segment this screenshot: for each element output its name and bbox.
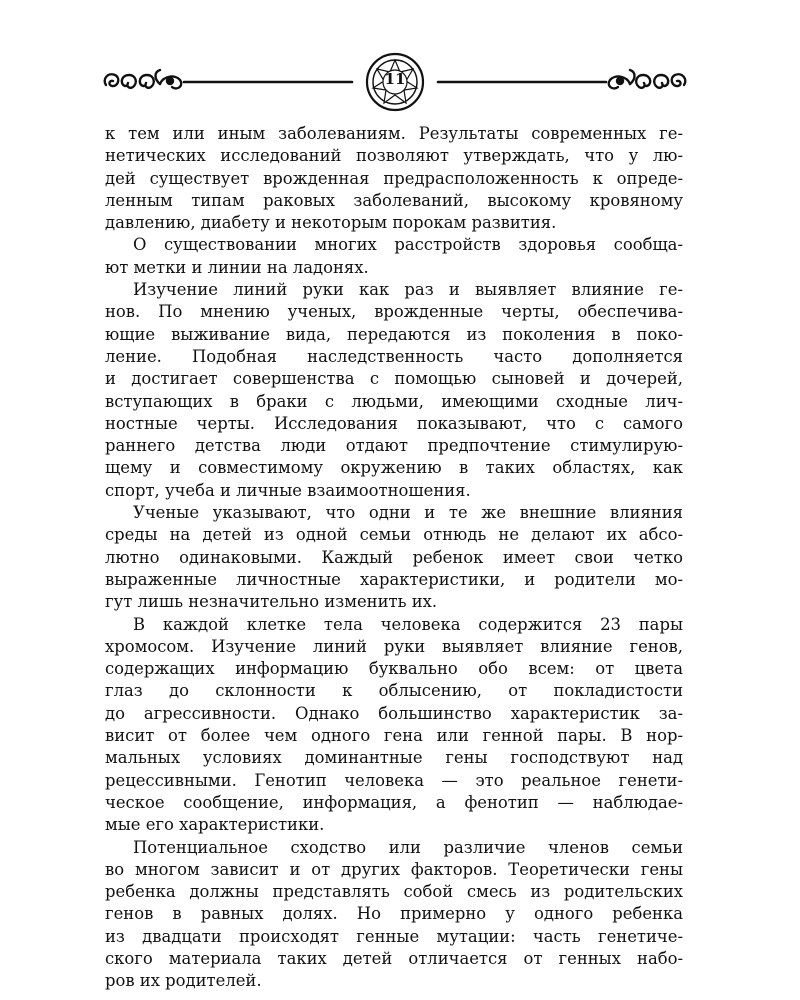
text-line: мальных условиях доминантные гены господствуют над [105,748,683,768]
text-line: во многом зависит и от других факторов. Теоретически гены [105,859,683,879]
text-line: ческое сообщение, информация, а фенотип — наблюдае- [105,792,683,812]
text-line: Ученые указывают, что одни и те же внешние влияния [133,503,683,523]
text-line: О существовании многих расстройств здоровья сообща- [133,235,683,255]
text-line: висит от более чем одного гена или генной пары. В нор- [105,726,683,746]
text-line: вступающих в браки с людьми, имеющими сходные лич- [105,391,683,411]
text-line: Изучение линий руки как раз и выявляет влияние ге- [133,280,683,300]
page-number: 11 [384,70,406,88]
text-line: ностные черты. Исследования показывают, что с самого [105,413,683,433]
text-line: ление. Подобная наследственность часто дополняется [105,346,683,366]
text-line: ского материала таких детей отличается от генных набо- [105,948,683,968]
text-line: генов в равных долях. Но примерно у одного ребенка [105,904,683,924]
body-text [105,123,683,993]
right-scroll-ornament-icon [438,70,685,88]
text-line: из двадцати происходят генные мутации: часть генетиче- [105,926,683,946]
text-line: нов. По мнению ученых, врожденные черты, обеспечива- [105,302,683,322]
paragraph [105,502,683,613]
paragraph [105,234,683,279]
text-line: ют метки и линии на ладонях. [105,257,369,277]
text-line: к тем или иным заболеваниям. Результаты современных ге- [105,124,683,143]
text-line: рецессивными. Генотип человека — это реальное генети- [105,770,683,790]
text-line: ленным типам раковых заболеваний, высокому кровяному [105,190,683,210]
text-line: хромосом. Изучение линий руки выявляет влияние генов, [105,636,683,656]
paragraph [105,123,683,234]
text-line: мые его характеристики. [105,815,325,835]
text-line: спорт, учеба и личные взаимоотношения. [105,480,471,500]
paragraph [105,279,683,502]
text-line: глаз до склонности к облысению, от покладистости [105,681,683,701]
text-line: ров их родителей. [105,971,262,991]
text-line: давлению, диабету и некоторым порокам развития. [105,213,557,233]
left-scroll-ornament-icon [105,70,352,88]
text-line: дей существует врожденная предрасположенность к опреде- [105,168,683,188]
text-line: ющие выживание вида, передаются из поколения в поко- [105,324,683,344]
text-line: среды на детей из одной семьи отнюдь не делают их абсо- [105,525,683,545]
text-line: до агрессивности. Однако большинство характеристик за- [105,703,683,723]
paragraph [105,837,683,993]
text-line: лютно одинаковыми. Каждый ребенок имеет свои четко [105,547,683,567]
text-line: нетических исследований позволяют утверждать, что у лю- [105,146,683,166]
text-line: гут лишь незначительно изменить их. [105,592,438,612]
text-line: и достигает совершенства с помощью сыновей и дочерей, [105,369,683,389]
text-line: содержащих информацию буквально обо всем: от цвета [105,659,683,679]
text-line: щему и совместимому окружению в таких областях, как [105,458,683,478]
text-line: В каждой клетке тела человека содержится 23 пары [133,614,683,634]
page-header [100,52,690,112]
text-line: ребенка должны представлять собой смесь из родительских [105,882,683,902]
paragraph [105,614,683,837]
text-line: раннего детства люди отдают предпочтение стимулирую- [105,436,683,456]
text-line: выраженные личностные характеристики, и родители мо- [105,569,683,589]
text-line: Потенциальное сходство или различие членов семьи [133,837,683,857]
